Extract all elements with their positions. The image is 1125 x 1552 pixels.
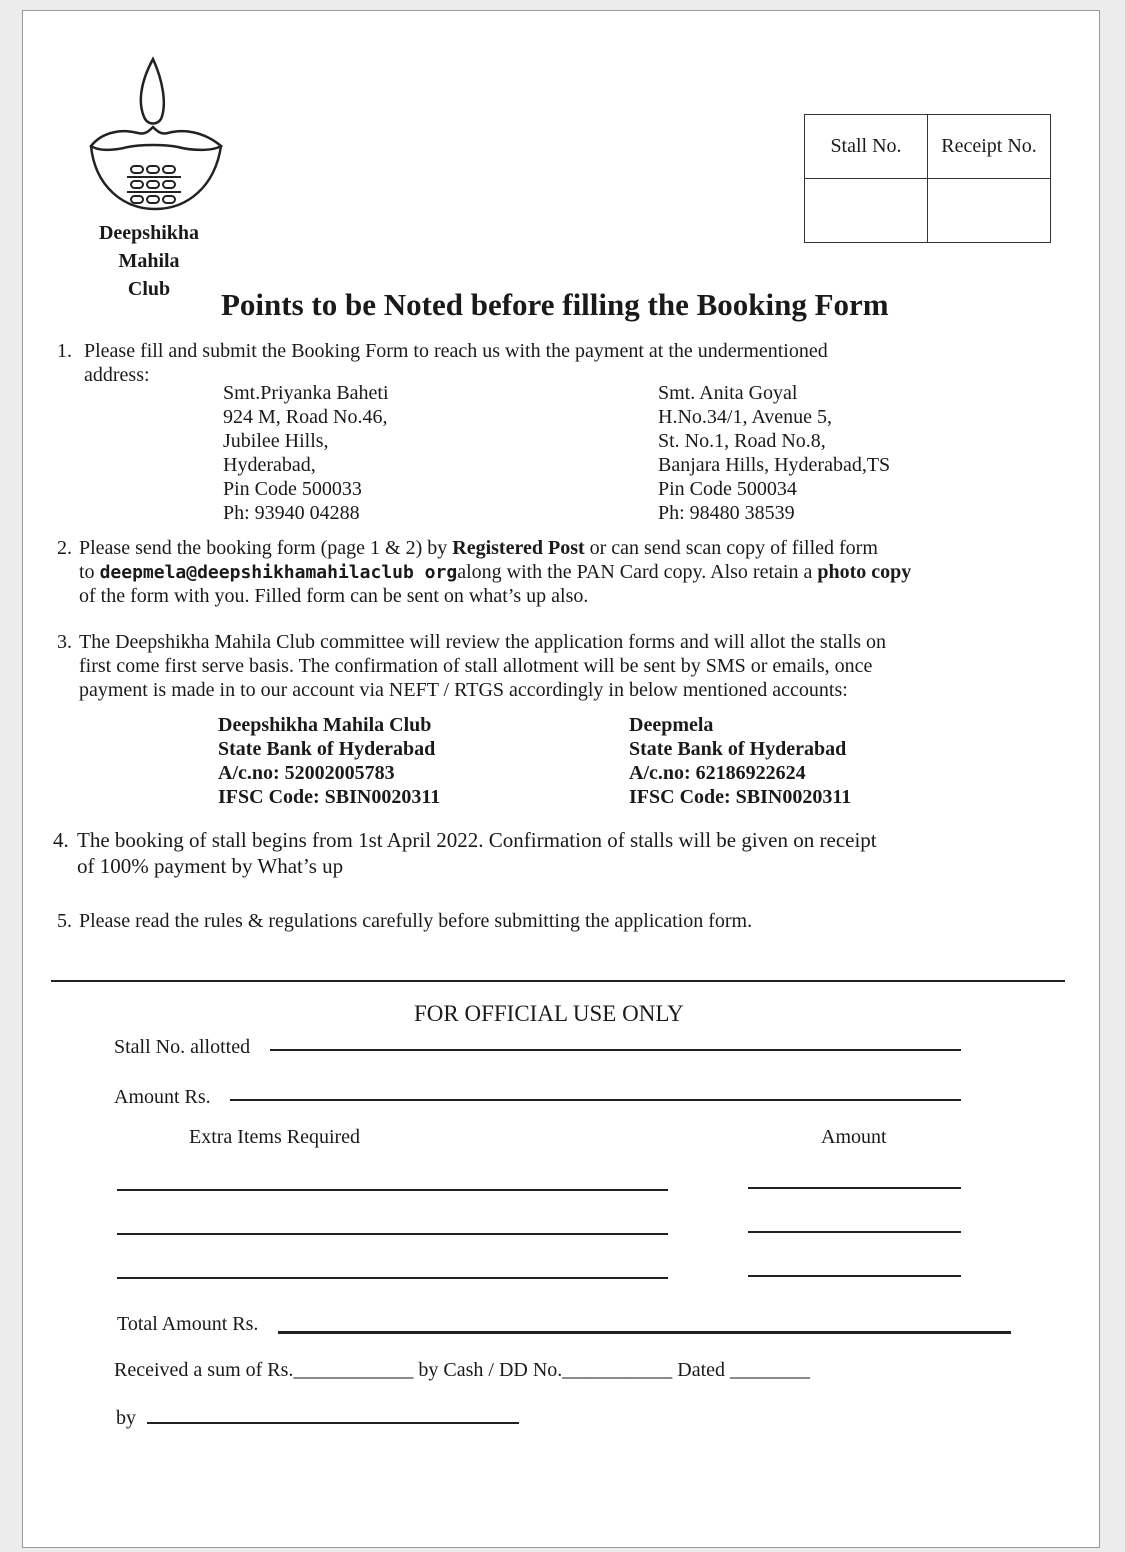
address-line: H.No.34/1, Avenue 5, — [658, 406, 833, 428]
extra-amount-field[interactable] — [748, 1275, 961, 1277]
photo-copy: photo copy — [817, 561, 912, 583]
extra-item-field[interactable] — [117, 1189, 668, 1191]
point4-line2: of 100% payment by What’s up — [77, 854, 344, 878]
point3-line1: The Deepshikha Mahila Club committee will review the application forms and will allot the stalls on — [79, 631, 887, 653]
point3-line3: payment is made in to our account via NEFT / RTGS accordingly in below mentioned accounts: — [79, 679, 848, 701]
extra-amount-field[interactable] — [748, 1231, 961, 1233]
total-amount-label: Total Amount Rs. — [117, 1313, 259, 1335]
point2-text: to — [79, 561, 100, 583]
point1-text-line2: address: — [84, 364, 150, 386]
point2-text: or can send scan copy of filled form — [584, 537, 878, 559]
receipt-no-header: Receipt No. — [928, 115, 1051, 179]
registered-post: Registered Post — [452, 537, 585, 559]
account-line: Deepmela — [629, 714, 714, 736]
stall-receipt-table — [804, 114, 1051, 243]
extra-amount-field[interactable] — [748, 1187, 961, 1189]
point3-number: 3. — [57, 631, 72, 653]
org-name — [79, 219, 219, 303]
total-amount-field[interactable] — [278, 1331, 1011, 1334]
section-divider — [51, 980, 1065, 982]
org-name-line3: Club — [127, 278, 171, 300]
address-line: Smt. Anita Goyal — [658, 382, 798, 404]
amount-label: Amount Rs. — [114, 1086, 211, 1108]
address-line: Ph: 93940 04288 — [223, 502, 360, 524]
address-line: Pin Code 500033 — [223, 478, 362, 500]
page-title: Points to be Noted before filling the Booking Form — [221, 287, 889, 322]
address-line: Smt.Priyanka Baheti — [223, 382, 389, 404]
by-field[interactable] — [147, 1422, 519, 1424]
point1-number: 1. — [57, 340, 72, 362]
extra-item-field[interactable] — [117, 1277, 668, 1279]
point2-text: Please send the booking form (page 1 & 2) by — [79, 537, 453, 559]
account-line: IFSC Code: SBIN0020311 — [218, 786, 441, 808]
account-line: A/c.no: 52002005783 — [218, 762, 395, 784]
point3-line2: first come first serve basis. The confirmation of stall allotment will be sent by SMS or emails, once — [79, 655, 873, 677]
point2-line3: of the form with you. Filled form can be sent on what’s up also. — [79, 585, 589, 607]
point5-line1: Please read the rules & regulations carefully before submitting the application form. — [79, 910, 753, 932]
address-left — [223, 381, 389, 525]
email-address: deepmela@deepshikhamahilaclub org — [99, 562, 458, 583]
point2-text: along with the PAN Card copy. Also retain a — [457, 561, 818, 583]
account-line: Deepshikha Mahila Club — [218, 714, 432, 736]
stall-allotted-label: Stall No. allotted — [114, 1036, 251, 1058]
org-name-line1: Deepshikha — [98, 222, 200, 244]
point2-line1 — [79, 536, 878, 560]
stall-no-cell[interactable] — [805, 179, 928, 243]
receipt-no-cell[interactable] — [928, 179, 1051, 243]
address-line: Hyderabad, — [223, 454, 316, 476]
diya-lamp-icon — [83, 51, 233, 221]
form-page — [22, 10, 1100, 1548]
account-line: State Bank of Hyderabad — [218, 738, 436, 760]
address-line: Pin Code 500034 — [658, 478, 797, 500]
address-line: Ph: 98480 38539 — [658, 502, 795, 524]
amount-field[interactable] — [230, 1099, 961, 1101]
extra-item-field[interactable] — [117, 1233, 668, 1235]
amount-column-label: Amount — [821, 1126, 887, 1148]
point4-line1: The booking of stall begins from 1st April 2022. Confirmation of stalls will be given on receipt — [77, 828, 877, 852]
org-name-line2: Mahila — [118, 250, 180, 272]
account-left — [218, 713, 440, 809]
received-sum-line: Received a sum of Rs.____________ by Cash / DD No.___________ Dated ________ — [114, 1359, 811, 1381]
official-use-heading: FOR OFFICIAL USE ONLY — [414, 1001, 684, 1026]
account-line: State Bank of Hyderabad — [629, 738, 847, 760]
address-line: Jubilee Hills, — [223, 430, 329, 452]
address-line: 924 M, Road No.46, — [223, 406, 388, 428]
point1-text-line1: Please fill and submit the Booking Form to reach us with the payment at the undermentioned — [84, 340, 828, 362]
account-line: A/c.no: 62186922624 — [629, 762, 806, 784]
address-right — [658, 381, 890, 525]
account-right — [629, 713, 851, 809]
address-line: Banjara Hills, Hyderabad,TS — [658, 454, 891, 476]
stall-no-header: Stall No. — [805, 115, 928, 179]
account-line: IFSC Code: SBIN0020311 — [629, 786, 852, 808]
point4-number: 4. — [53, 828, 69, 852]
point5-number: 5. — [57, 910, 72, 932]
address-line: St. No.1, Road No.8, — [658, 430, 826, 452]
point2-line2 — [79, 560, 911, 585]
stall-allotted-field[interactable] — [270, 1049, 961, 1051]
extra-items-label: Extra Items Required — [189, 1126, 361, 1148]
point2-number: 2. — [57, 537, 72, 559]
by-label: by — [116, 1407, 136, 1429]
